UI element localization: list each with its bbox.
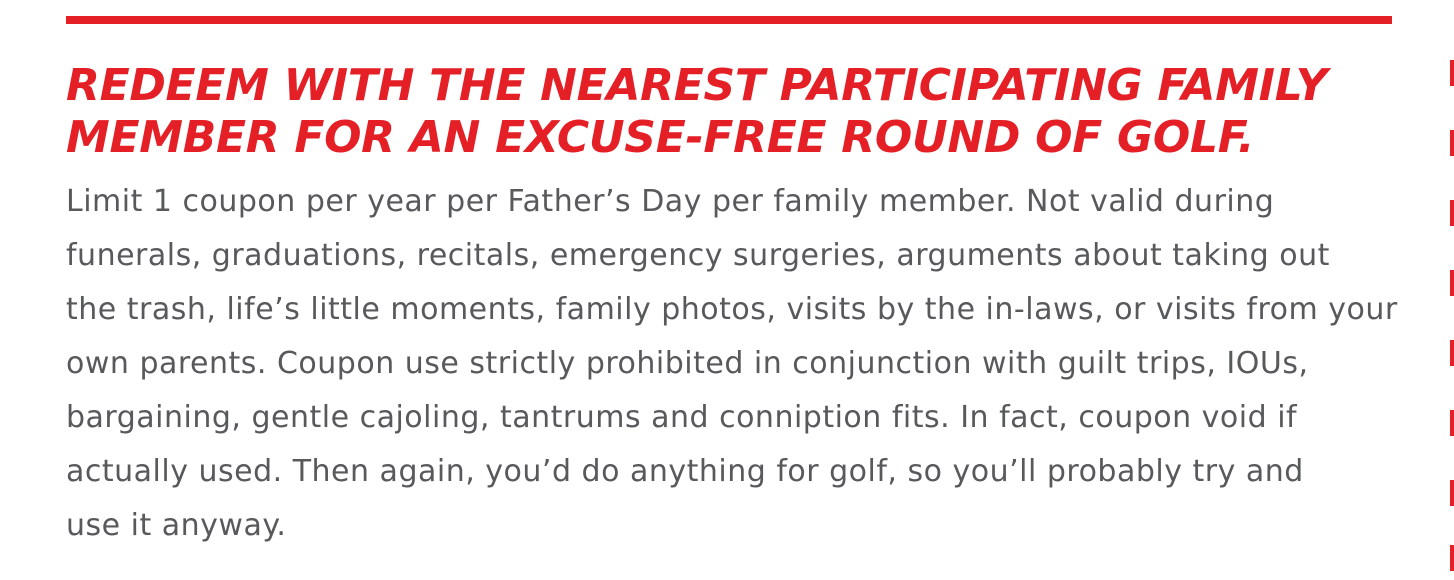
perforation-mark bbox=[1450, 545, 1454, 571]
fine-print-line: the trash, life’s little moments, family photos, visits by the in-laws, or visits from your bbox=[66, 292, 1398, 327]
headline-line: MEMBER FOR AN EXCUSE-FREE ROUND OF GOLF. bbox=[66, 112, 1255, 163]
fine-print-line: use it anyway. bbox=[66, 508, 287, 543]
fine-print-line: bargaining, gentle cajoling, tantrums and conniption fits. In fact, coupon void if bbox=[66, 400, 1298, 435]
top-red-rule bbox=[66, 16, 1392, 24]
coupon-fine-print bbox=[66, 175, 1396, 553]
perforation-mark bbox=[1450, 130, 1454, 156]
perforation-mark bbox=[1450, 270, 1454, 296]
fine-print-line: actually used. Then again, you’d do anything for golf, so you’ll probably try and bbox=[66, 454, 1304, 489]
perforation-mark bbox=[1450, 200, 1454, 226]
perforation-mark bbox=[1450, 410, 1454, 436]
headline-line: REDEEM WITH THE NEAREST PARTICIPATING FAMILY bbox=[66, 60, 1328, 111]
fine-print-line: funerals, graduations, recitals, emergency surgeries, arguments about taking out bbox=[66, 238, 1330, 273]
fine-print-line: own parents. Coupon use strictly prohibited in conjunction with guilt trips, IOUs, bbox=[66, 346, 1309, 381]
perforation-edge bbox=[1450, 40, 1454, 580]
coupon-headline bbox=[66, 60, 1406, 164]
perforation-mark bbox=[1450, 60, 1454, 86]
fine-print-line: Limit 1 coupon per year per Father’s Day per family member. Not valid during bbox=[66, 184, 1275, 219]
perforation-mark bbox=[1450, 480, 1454, 506]
perforation-mark bbox=[1450, 340, 1454, 366]
